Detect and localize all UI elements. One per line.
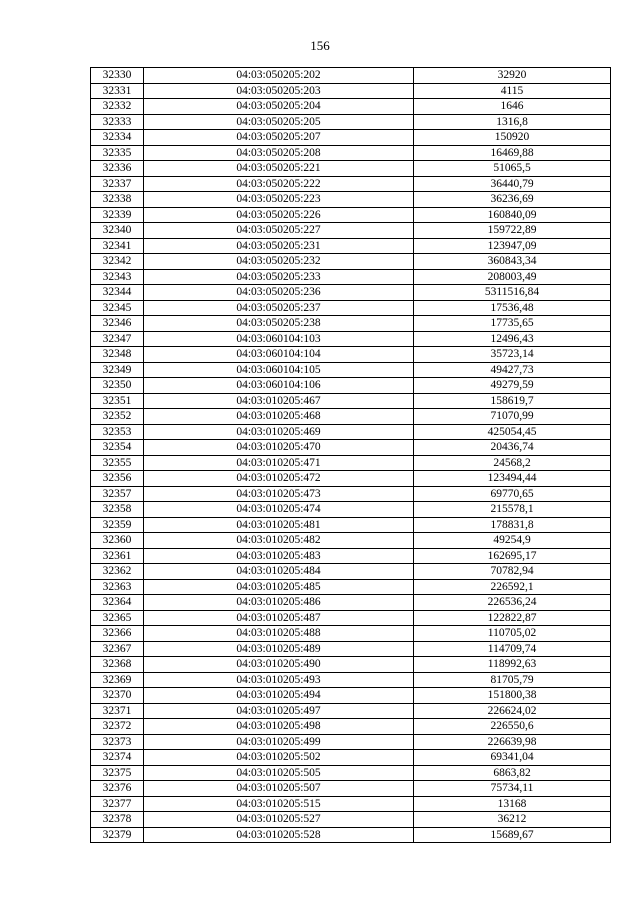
row-number-cell: 32334 bbox=[91, 130, 144, 146]
cadastral-number-cell: 04:03:010205:499 bbox=[144, 734, 414, 750]
cadastral-number-cell: 04:03:050205:204 bbox=[144, 99, 414, 115]
value-cell: 71070,99 bbox=[414, 409, 611, 425]
table-row bbox=[91, 455, 611, 471]
table-row bbox=[91, 254, 611, 270]
table-row bbox=[91, 300, 611, 316]
cadastral-number-cell: 04:03:010205:493 bbox=[144, 672, 414, 688]
row-number-cell: 32371 bbox=[91, 703, 144, 719]
table-row bbox=[91, 626, 611, 642]
value-cell: 425054,45 bbox=[414, 424, 611, 440]
table-row bbox=[91, 719, 611, 735]
table-row bbox=[91, 440, 611, 456]
cadastral-number-cell: 04:03:010205:471 bbox=[144, 455, 414, 471]
value-cell: 15689,67 bbox=[414, 827, 611, 843]
row-number-cell: 32338 bbox=[91, 192, 144, 208]
table-row bbox=[91, 238, 611, 254]
table-row bbox=[91, 486, 611, 502]
row-number-cell: 32342 bbox=[91, 254, 144, 270]
table-row bbox=[91, 688, 611, 704]
table-row bbox=[91, 83, 611, 99]
value-cell: 32920 bbox=[414, 68, 611, 84]
value-cell: 1316,8 bbox=[414, 114, 611, 130]
cadastral-number-cell: 04:03:050205:231 bbox=[144, 238, 414, 254]
value-cell: 49279,59 bbox=[414, 378, 611, 394]
value-cell: 16469,88 bbox=[414, 145, 611, 161]
value-cell: 1646 bbox=[414, 99, 611, 115]
row-number-cell: 32354 bbox=[91, 440, 144, 456]
row-number-cell: 32367 bbox=[91, 641, 144, 657]
value-cell: 75734,11 bbox=[414, 781, 611, 797]
row-number-cell: 32344 bbox=[91, 285, 144, 301]
table-row bbox=[91, 471, 611, 487]
value-cell: 13168 bbox=[414, 796, 611, 812]
value-cell: 35723,14 bbox=[414, 347, 611, 363]
value-cell: 360843,34 bbox=[414, 254, 611, 270]
cadastral-number-cell: 04:03:060104:106 bbox=[144, 378, 414, 394]
table-row bbox=[91, 579, 611, 595]
row-number-cell: 32352 bbox=[91, 409, 144, 425]
page-number: 156 bbox=[310, 38, 330, 53]
row-number-cell: 32376 bbox=[91, 781, 144, 797]
table-row bbox=[91, 781, 611, 797]
cadastral-number-cell: 04:03:010205:489 bbox=[144, 641, 414, 657]
value-cell: 36212 bbox=[414, 812, 611, 828]
cadastral-value-table bbox=[90, 67, 611, 843]
value-cell: 81705,79 bbox=[414, 672, 611, 688]
row-number-cell: 32340 bbox=[91, 223, 144, 239]
value-cell: 49254,9 bbox=[414, 533, 611, 549]
cadastral-number-cell: 04:03:010205:473 bbox=[144, 486, 414, 502]
row-number-cell: 32341 bbox=[91, 238, 144, 254]
row-number-cell: 32360 bbox=[91, 533, 144, 549]
row-number-cell: 32355 bbox=[91, 455, 144, 471]
cadastral-number-cell: 04:03:010205:497 bbox=[144, 703, 414, 719]
value-cell: 118992,63 bbox=[414, 657, 611, 673]
cadastral-number-cell: 04:03:010205:481 bbox=[144, 517, 414, 533]
table-row bbox=[91, 223, 611, 239]
value-cell: 114709,74 bbox=[414, 641, 611, 657]
table-row bbox=[91, 672, 611, 688]
value-cell: 151800,38 bbox=[414, 688, 611, 704]
row-number-cell: 32346 bbox=[91, 316, 144, 332]
table-row bbox=[91, 796, 611, 812]
cadastral-number-cell: 04:03:050205:237 bbox=[144, 300, 414, 316]
table-row bbox=[91, 68, 611, 84]
cadastral-number-cell: 04:03:010205:469 bbox=[144, 424, 414, 440]
table-row bbox=[91, 548, 611, 564]
row-number-cell: 32343 bbox=[91, 269, 144, 285]
value-cell: 162695,17 bbox=[414, 548, 611, 564]
table-row bbox=[91, 703, 611, 719]
value-cell: 70782,94 bbox=[414, 564, 611, 580]
row-number-cell: 32358 bbox=[91, 502, 144, 518]
table-row bbox=[91, 734, 611, 750]
row-number-cell: 32363 bbox=[91, 579, 144, 595]
table-row bbox=[91, 161, 611, 177]
cadastral-number-cell: 04:03:010205:474 bbox=[144, 502, 414, 518]
row-number-cell: 32378 bbox=[91, 812, 144, 828]
row-number-cell: 32339 bbox=[91, 207, 144, 223]
value-cell: 110705,02 bbox=[414, 626, 611, 642]
table-row bbox=[91, 610, 611, 626]
value-cell: 226536,24 bbox=[414, 595, 611, 611]
row-number-cell: 32359 bbox=[91, 517, 144, 533]
row-number-cell: 32351 bbox=[91, 393, 144, 409]
value-cell: 160840,09 bbox=[414, 207, 611, 223]
cadastral-number-cell: 04:03:010205:488 bbox=[144, 626, 414, 642]
row-number-cell: 32361 bbox=[91, 548, 144, 564]
value-cell: 20436,74 bbox=[414, 440, 611, 456]
value-cell: 17735,65 bbox=[414, 316, 611, 332]
value-cell: 6863,82 bbox=[414, 765, 611, 781]
cadastral-number-cell: 04:03:050205:238 bbox=[144, 316, 414, 332]
table-row bbox=[91, 393, 611, 409]
cadastral-number-cell: 04:03:050205:223 bbox=[144, 192, 414, 208]
row-number-cell: 32337 bbox=[91, 176, 144, 192]
table-row bbox=[91, 130, 611, 146]
row-number-cell: 32362 bbox=[91, 564, 144, 580]
cadastral-number-cell: 04:03:050205:221 bbox=[144, 161, 414, 177]
table-row bbox=[91, 99, 611, 115]
cadastral-number-cell: 04:03:050205:232 bbox=[144, 254, 414, 270]
table-row bbox=[91, 409, 611, 425]
table-row bbox=[91, 378, 611, 394]
cadastral-number-cell: 04:03:010205:507 bbox=[144, 781, 414, 797]
cadastral-number-cell: 04:03:050205:203 bbox=[144, 83, 414, 99]
table-row bbox=[91, 347, 611, 363]
value-cell: 215578,1 bbox=[414, 502, 611, 518]
cadastral-number-cell: 04:03:010205:486 bbox=[144, 595, 414, 611]
table-row bbox=[91, 362, 611, 378]
cadastral-number-cell: 04:03:010205:487 bbox=[144, 610, 414, 626]
table-row bbox=[91, 145, 611, 161]
table-row bbox=[91, 765, 611, 781]
table-row bbox=[91, 176, 611, 192]
value-cell: 69341,04 bbox=[414, 750, 611, 766]
row-number-cell: 32331 bbox=[91, 83, 144, 99]
table-row bbox=[91, 564, 611, 580]
row-number-cell: 32350 bbox=[91, 378, 144, 394]
row-number-cell: 32366 bbox=[91, 626, 144, 642]
row-number-cell: 32375 bbox=[91, 765, 144, 781]
value-cell: 226550,6 bbox=[414, 719, 611, 735]
row-number-cell: 32349 bbox=[91, 362, 144, 378]
row-number-cell: 32333 bbox=[91, 114, 144, 130]
value-cell: 24568,2 bbox=[414, 455, 611, 471]
table-row bbox=[91, 502, 611, 518]
cadastral-number-cell: 04:03:050205:207 bbox=[144, 130, 414, 146]
cadastral-number-cell: 04:03:010205:483 bbox=[144, 548, 414, 564]
table-row bbox=[91, 269, 611, 285]
value-cell: 4115 bbox=[414, 83, 611, 99]
cadastral-number-cell: 04:03:010205:485 bbox=[144, 579, 414, 595]
cadastral-number-cell: 04:03:010205:490 bbox=[144, 657, 414, 673]
row-number-cell: 32345 bbox=[91, 300, 144, 316]
value-cell: 226624,02 bbox=[414, 703, 611, 719]
cadastral-number-cell: 04:03:050205:227 bbox=[144, 223, 414, 239]
cadastral-number-cell: 04:03:050205:205 bbox=[144, 114, 414, 130]
row-number-cell: 32356 bbox=[91, 471, 144, 487]
row-number-cell: 32379 bbox=[91, 827, 144, 843]
table-row bbox=[91, 812, 611, 828]
table-body bbox=[91, 68, 611, 843]
cadastral-number-cell: 04:03:010205:482 bbox=[144, 533, 414, 549]
cadastral-number-cell: 04:03:050205:233 bbox=[144, 269, 414, 285]
table-row bbox=[91, 331, 611, 347]
value-cell: 123947,09 bbox=[414, 238, 611, 254]
cadastral-number-cell: 04:03:050205:202 bbox=[144, 68, 414, 84]
cadastral-number-cell: 04:03:050205:222 bbox=[144, 176, 414, 192]
table-row bbox=[91, 533, 611, 549]
table-row bbox=[91, 207, 611, 223]
table-row bbox=[91, 827, 611, 843]
value-cell: 178831,8 bbox=[414, 517, 611, 533]
row-number-cell: 32377 bbox=[91, 796, 144, 812]
table-row bbox=[91, 595, 611, 611]
row-number-cell: 32372 bbox=[91, 719, 144, 735]
value-cell: 69770,65 bbox=[414, 486, 611, 502]
cadastral-number-cell: 04:03:010205:494 bbox=[144, 688, 414, 704]
cadastral-number-cell: 04:03:010205:528 bbox=[144, 827, 414, 843]
table-row bbox=[91, 641, 611, 657]
table-row bbox=[91, 114, 611, 130]
cadastral-number-cell: 04:03:060104:103 bbox=[144, 331, 414, 347]
cadastral-number-cell: 04:03:060104:105 bbox=[144, 362, 414, 378]
value-cell: 208003,49 bbox=[414, 269, 611, 285]
value-cell: 150920 bbox=[414, 130, 611, 146]
cadastral-number-cell: 04:03:050205:226 bbox=[144, 207, 414, 223]
cadastral-number-cell: 04:03:010205:484 bbox=[144, 564, 414, 580]
row-number-cell: 32373 bbox=[91, 734, 144, 750]
cadastral-number-cell: 04:03:050205:236 bbox=[144, 285, 414, 301]
table-row bbox=[91, 657, 611, 673]
cadastral-number-cell: 04:03:010205:472 bbox=[144, 471, 414, 487]
table-row bbox=[91, 192, 611, 208]
value-cell: 36236,69 bbox=[414, 192, 611, 208]
value-cell: 122822,87 bbox=[414, 610, 611, 626]
cadastral-number-cell: 04:03:010205:505 bbox=[144, 765, 414, 781]
value-cell: 12496,43 bbox=[414, 331, 611, 347]
cadastral-number-cell: 04:03:010205:527 bbox=[144, 812, 414, 828]
value-cell: 49427,73 bbox=[414, 362, 611, 378]
table-row bbox=[91, 517, 611, 533]
value-cell: 226592,1 bbox=[414, 579, 611, 595]
row-number-cell: 32370 bbox=[91, 688, 144, 704]
row-number-cell: 32374 bbox=[91, 750, 144, 766]
table-row bbox=[91, 285, 611, 301]
value-cell: 123494,44 bbox=[414, 471, 611, 487]
cadastral-number-cell: 04:03:010205:468 bbox=[144, 409, 414, 425]
row-number-cell: 32335 bbox=[91, 145, 144, 161]
value-cell: 17536,48 bbox=[414, 300, 611, 316]
value-cell: 158619,7 bbox=[414, 393, 611, 409]
cadastral-number-cell: 04:03:060104:104 bbox=[144, 347, 414, 363]
cadastral-number-cell: 04:03:050205:208 bbox=[144, 145, 414, 161]
table-row bbox=[91, 316, 611, 332]
value-cell: 5311516,84 bbox=[414, 285, 611, 301]
value-cell: 159722,89 bbox=[414, 223, 611, 239]
value-cell: 51065,5 bbox=[414, 161, 611, 177]
row-number-cell: 32365 bbox=[91, 610, 144, 626]
value-cell: 36440,79 bbox=[414, 176, 611, 192]
row-number-cell: 32364 bbox=[91, 595, 144, 611]
row-number-cell: 32332 bbox=[91, 99, 144, 115]
cadastral-number-cell: 04:03:010205:498 bbox=[144, 719, 414, 735]
cadastral-number-cell: 04:03:010205:470 bbox=[144, 440, 414, 456]
cadastral-number-cell: 04:03:010205:467 bbox=[144, 393, 414, 409]
table-row bbox=[91, 424, 611, 440]
row-number-cell: 32357 bbox=[91, 486, 144, 502]
row-number-cell: 32336 bbox=[91, 161, 144, 177]
row-number-cell: 32369 bbox=[91, 672, 144, 688]
table-row bbox=[91, 750, 611, 766]
row-number-cell: 32368 bbox=[91, 657, 144, 673]
row-number-cell: 32348 bbox=[91, 347, 144, 363]
cadastral-number-cell: 04:03:010205:515 bbox=[144, 796, 414, 812]
row-number-cell: 32347 bbox=[91, 331, 144, 347]
cadastral-number-cell: 04:03:010205:502 bbox=[144, 750, 414, 766]
row-number-cell: 32330 bbox=[91, 68, 144, 84]
value-cell: 226639,98 bbox=[414, 734, 611, 750]
row-number-cell: 32353 bbox=[91, 424, 144, 440]
